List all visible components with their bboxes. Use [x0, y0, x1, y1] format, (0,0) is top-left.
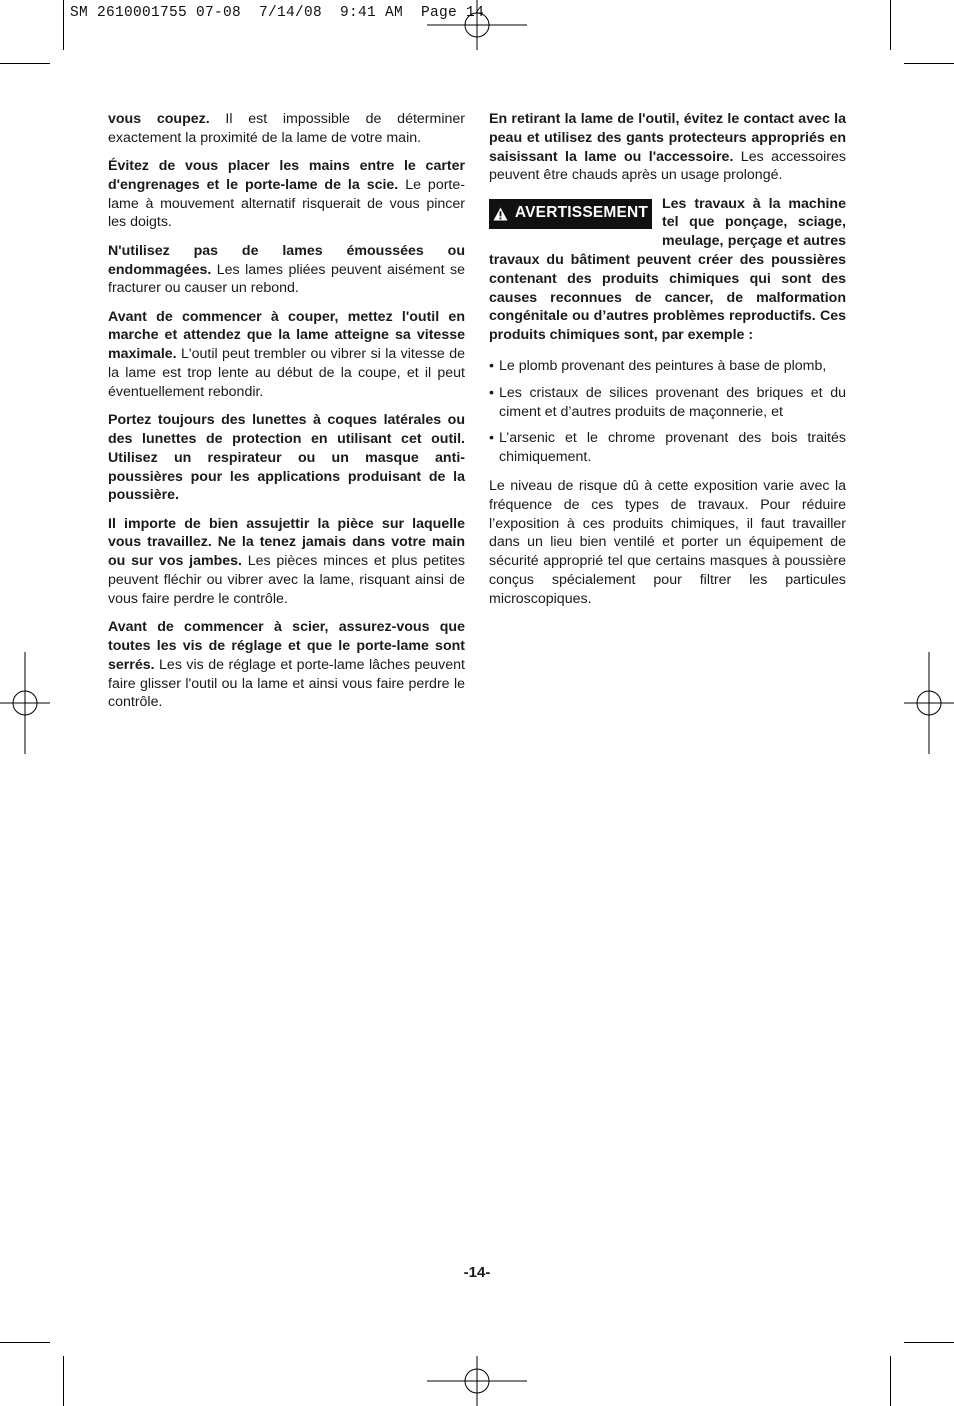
warning-text: Les travaux à la machine tel que ponçage, sciage, meulage, perçage et autres travaux du bâtiment peuvent créer des poussières contenant des produits chimiques qui sont des causes reconnues de cancer, de malformation congénitale ou d’autres problèmes reproductifs. Ces produits chimiques sont, par exemple : — [489, 195, 846, 344]
crop-mark-bottom-left-h — [0, 1342, 50, 1343]
paragraph: Avant de commencer à couper, mettez l'outil en marche et attendez que la lame atteigne sa vitesse maximale. L'outil peut trembler ou vibrer si la vitesse de la lame est trop lente au début de la coupe, et il peut éventuellement rebondir. — [108, 308, 465, 400]
right-column — [489, 110, 846, 618]
registration-mark-top-icon — [427, 0, 527, 50]
crop-mark-top-left-v — [63, 0, 64, 50]
registration-mark-left-icon — [0, 652, 50, 754]
crop-mark-top-left-h — [0, 63, 50, 64]
warning-triangle-icon — [493, 207, 508, 221]
warning-badge — [489, 199, 652, 229]
warning-label: AVERTISSEMENT — [514, 204, 649, 222]
list-item: • Le plomb provenant des peintures à base de plomb, — [489, 358, 827, 375]
crop-mark-top-right-v — [890, 0, 891, 50]
bullet-icon: • — [489, 384, 494, 401]
crop-mark-bottom-right-v — [890, 1356, 891, 1406]
paragraph: N'utilisez pas de lames émoussées ou endommagées. Les lames pliées peuvent aisément se fracturer ou causer un rebond. — [108, 242, 465, 297]
crop-mark-bottom-left-v — [63, 1356, 64, 1406]
warning-block — [489, 195, 846, 345]
list-item: • L’arsenic et le chrome provenant des bois traités chimiquement. — [489, 430, 846, 466]
crop-mark-bottom-right-h — [904, 1342, 954, 1343]
page-number: -14- — [463, 1264, 491, 1281]
paragraph: Le niveau de risque dû à cette exposition varie avec la fréquence de ces types de travaux. Pour réduire l’exposition à ces produits chimiques, il faut travailler dans un lieu bien ventilé et porter un équipement de sécurité approprié tel que certains masques à poussière conçus spécialement pour filtrer les particules microscopiques. — [489, 478, 846, 607]
paragraph: vous coupez. Il est impossible de déterminer exactement la proximité de la lame de votre main. — [108, 111, 465, 146]
registration-mark-bottom-icon — [427, 1356, 527, 1406]
paragraph: En retirant la lame de l'outil, évitez le contact avec la peau et utilisez des gants protecteurs appropriés en saisissant la lame ou l'accessoire. Les accessoires peuvent être chauds après un usage prolongé. — [489, 111, 846, 184]
left-column — [108, 110, 465, 722]
registration-mark-right-icon — [904, 652, 954, 754]
paragraph: Il importe de bien assujettir la pièce sur laquelle vous travaillez. Ne la tenez jamais dans votre main ou sur vos jambes. Les pièces minces et plus petites peuvent fléchir ou vibrer avec la lame, risquant ainsi de vous faire perdre le contrôle. — [108, 515, 465, 607]
list-item: • Les cristaux de silices provenant des briques et du ciment et d’autres produits de maçonnerie, et — [489, 384, 846, 420]
crop-mark-top-right-h — [904, 63, 954, 64]
printer-slug: SM 2610001755 07-08 7/14/08 9:41 AM Page 14 — [70, 5, 485, 21]
paragraph: Évitez de vous placer les mains entre le carter d'engrenages et le porte-lame de la scie. Le porte-lame à mouvement alternatif risquerait de vous pincer les doigts. — [108, 158, 465, 231]
bullet-icon: • — [489, 358, 494, 375]
bullet-icon: • — [489, 430, 494, 447]
paragraph: Avant de commencer à scier, assurez-vous que toutes les vis de réglage et que le porte-lame sont serrés. Les vis de réglage et porte-lame lâches peuvent faire glisser l'outil ou la lame et ainsi vous faire perdre le contrôle. — [108, 619, 465, 711]
paragraph: Portez toujours des lunettes à coques latérales ou des lunettes de protection en utilisant cet outil. Utilisez un respirateur ou un masque anti-poussières pour les applications produisant de la poussière. — [108, 412, 465, 504]
